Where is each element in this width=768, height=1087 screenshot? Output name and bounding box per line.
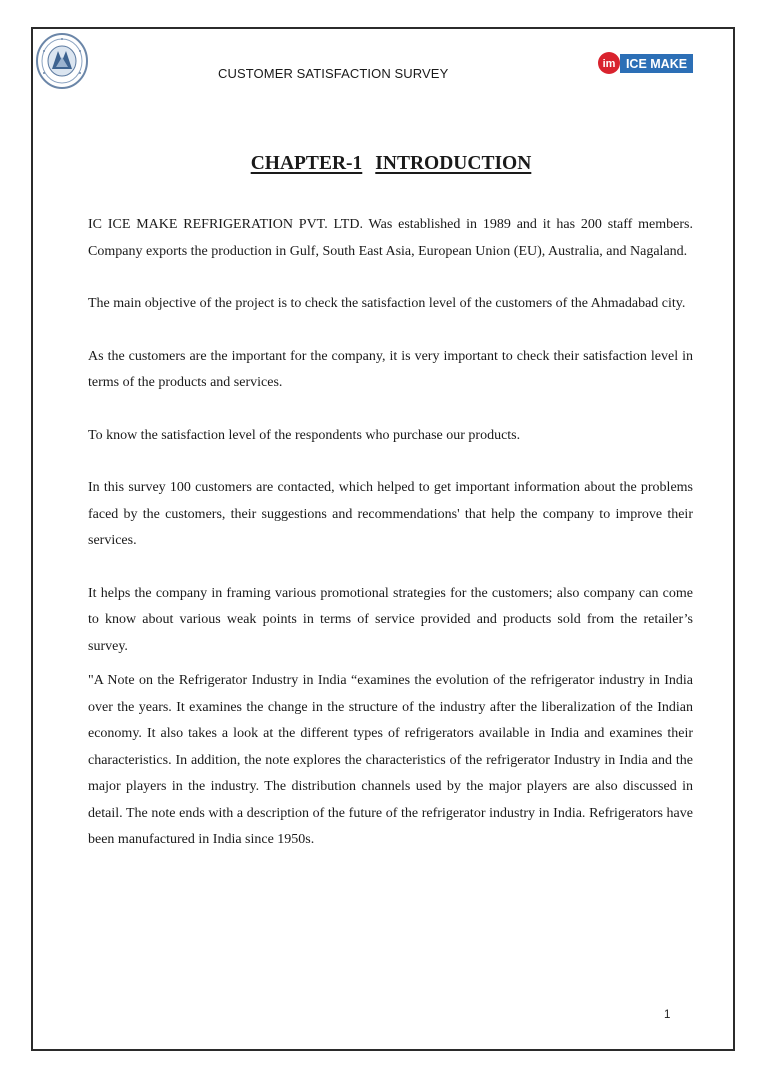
paragraph-aim: To know the satisfaction level of the respondents who purchase our products. — [88, 427, 521, 443]
paragraph-promotional: It helps the company in framing various promotional strategies for the customers; also company can come to know about various weak points in terms of service provided and products sold from the retailer’s survey. — [88, 585, 693, 654]
chapter-number: CHAPTER-1 — [250, 153, 363, 174]
brand-logo-text: ICE MAKE — [625, 57, 688, 71]
paragraph-industry-note: "A Note on the Refrigerator Industry in India “examines the evolution of the refrigerator industry in India over the years. It examines the change in the structure of the industry after the liberalization of the Indian economy. It also takes a look at the different types of refrigerators available in India and examines their characteristics. In addition, the note explores the characteristics of the refrigerator Industry in India and the major players in the industry. The distribution channels used by the major players are also discussed in detail. The note ends with a description of the future of the refrigerator industry in India. Refrigerators have been manufactured in India since 1950s. — [88, 673, 693, 847]
brand-logo-initial: im — [602, 58, 616, 70]
paragraph-survey: In this survey 100 customers are contacted, which helped to get important information about the problems faced by the customers, their suggestions and recommendations' that help the company to improve their services. — [88, 480, 693, 548]
chapter-title: INTRODUCTION — [375, 153, 532, 174]
chapter-heading — [0, 153, 768, 175]
paragraph-objective: The main objective of the project is to check the satisfaction level of the customers of the Ahmadabad city. — [88, 296, 686, 311]
paragraph-company-overview: IC ICE MAKE REFRIGERATION PVT. LTD. Was established in 1989 and it has 200 staff members. Company exports the production in Gulf, South East Asia, European Union (EU), Australia, and Nagaland. — [88, 217, 693, 259]
institution-seal-icon — [34, 31, 90, 91]
page-number: 1 — [664, 1009, 671, 1021]
paragraph-importance: As the customers are the important for the company, it is very important to check their satisfaction level in terms of the products and services. — [88, 348, 693, 390]
header-title: CUSTOMER SATISFACTION SURVEY — [218, 66, 449, 81]
body-text — [88, 212, 693, 854]
ice-make-logo — [596, 49, 694, 77]
